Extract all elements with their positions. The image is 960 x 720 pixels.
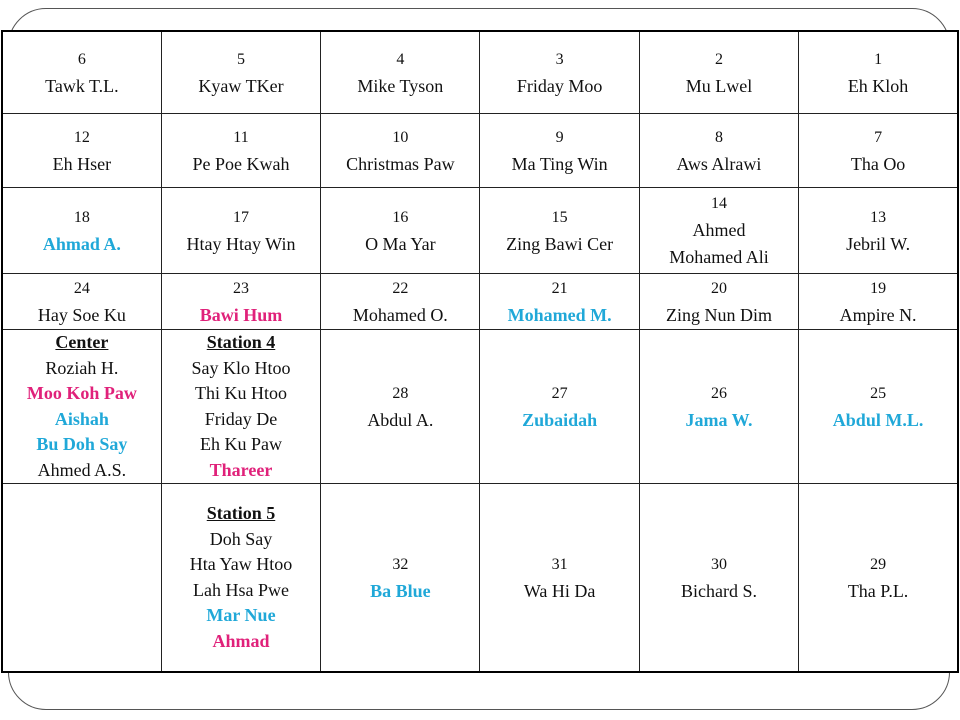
center-group-cell [2, 330, 161, 484]
seat-cell-24 [2, 274, 161, 330]
group-member: Mar Nue [206, 605, 276, 625]
student-name: Wa Hi Da [523, 580, 596, 601]
station-4-title: Station 4 [206, 332, 276, 352]
student-name: Zing Bawi Cer [506, 233, 614, 254]
group-member: Bu Doh Say [36, 434, 128, 454]
student-name: Pe Poe Kwah [192, 153, 290, 174]
seat-number: 20 [710, 279, 727, 297]
seat-cell-15 [480, 188, 639, 274]
seat-cell-3 [480, 31, 639, 114]
seat-cell-21 [480, 274, 639, 330]
seat-cell-14 [639, 188, 798, 274]
student-name: Aws Alrawi [676, 153, 762, 174]
group-member: Thi Ku Htoo [194, 383, 287, 403]
student-name: Mohamed M. [507, 304, 612, 325]
seat-cell-26 [639, 330, 798, 484]
group-member: Doh Say [209, 528, 273, 549]
table-row [2, 330, 958, 484]
seat-number: 29 [870, 555, 887, 573]
table-row [2, 31, 958, 114]
seat-cell-16 [321, 188, 480, 274]
group-member: Eh Ku Paw [199, 434, 282, 454]
seat-number: 25 [870, 384, 887, 402]
student-name: Eh Kloh [847, 75, 909, 96]
seat-cell-20 [639, 274, 798, 330]
student-name: Kyaw TKer [198, 75, 284, 96]
seat-cell-11 [161, 114, 320, 188]
student-name: Abdul M.L. [832, 409, 924, 430]
seat-cell-19 [799, 274, 958, 330]
seat-number: 17 [232, 208, 249, 226]
group-member: Roziah H. [45, 357, 119, 378]
seat-number: 21 [551, 279, 568, 297]
seat-number: 18 [73, 208, 90, 226]
group-member: Ahmed A.S. [37, 459, 127, 480]
table-row [2, 484, 958, 673]
seat-number: 7 [874, 128, 883, 146]
seat-number: 30 [710, 555, 727, 573]
seat-cell-32 [321, 484, 480, 673]
seat-cell-6 [2, 31, 161, 114]
student-name: Jebril W. [846, 233, 911, 254]
seating-chart-table [1, 30, 959, 673]
seat-cell-30 [639, 484, 798, 673]
seat-cell-8 [639, 114, 798, 188]
seat-number: 28 [392, 384, 409, 402]
group-member: Aishah [54, 408, 109, 429]
student-name: O Ma Yar [365, 233, 436, 254]
seat-cell-29 [799, 484, 958, 673]
seat-cell-18 [2, 188, 161, 274]
seat-cell-7 [799, 114, 958, 188]
seat-number: 15 [551, 208, 568, 226]
station-4-cell [161, 330, 320, 484]
seat-cell-5 [161, 31, 320, 114]
seat-cell-31 [480, 484, 639, 673]
seat-number: 12 [73, 128, 90, 146]
station-5-cell [161, 484, 320, 673]
seat-number: 26 [710, 384, 727, 402]
group-member: Moo Koh Paw [26, 383, 137, 403]
seat-cell-22 [321, 274, 480, 330]
seat-number: 10 [392, 128, 409, 146]
seat-number: 27 [551, 384, 568, 402]
seat-cell-27 [480, 330, 639, 484]
seat-cell-17 [161, 188, 320, 274]
group-member: Friday De [204, 408, 278, 429]
group-member: Lah Hsa Pwe [193, 579, 289, 600]
empty-cell [2, 484, 161, 673]
table-row [2, 274, 958, 330]
student-name: Tha P.L. [847, 580, 909, 601]
seat-number: 24 [73, 279, 90, 297]
seat-number: 3 [555, 50, 564, 68]
student-name: Bawi Hum [199, 304, 283, 325]
student-name: Ampire N. [839, 304, 917, 325]
group-member: Ahmad [212, 630, 270, 651]
seat-number: 13 [870, 208, 887, 226]
student-name: Friday Moo [516, 75, 603, 96]
seat-cell-1 [799, 31, 958, 114]
student-name: Htay Htay Win [186, 233, 296, 254]
seat-number: 5 [236, 50, 245, 68]
seat-cell-10 [321, 114, 480, 188]
group-member: Hta Yaw Htoo [189, 554, 293, 574]
seat-cell-9 [480, 114, 639, 188]
student-name: Zubaidah [522, 409, 598, 430]
seat-cell-13 [799, 188, 958, 274]
seat-cell-23 [161, 274, 320, 330]
student-name: Abdul A. [367, 409, 434, 430]
student-name: Tha Oo [850, 153, 906, 174]
student-name: Hay Soe Ku [37, 304, 126, 325]
seat-number: 11 [233, 128, 249, 146]
center-group-title: Center [55, 332, 109, 352]
student-name: Bichard S. [680, 580, 757, 601]
seat-number: 32 [392, 555, 409, 573]
seat-number: 14 [710, 195, 727, 212]
seat-number: 2 [714, 50, 723, 68]
seat-cell-12 [2, 114, 161, 188]
station-5-title: Station 5 [206, 503, 276, 523]
student-name: Mu Lwel [685, 75, 753, 96]
student-name: Eh Hser [52, 153, 112, 174]
seat-cell-4 [321, 31, 480, 114]
student-name: Jama W. [685, 409, 753, 430]
student-name: Ahmed [692, 220, 746, 240]
student-name: Zing Nun Dim [665, 304, 772, 325]
student-name: Ma Ting Win [511, 153, 608, 174]
seat-cell-25 [799, 330, 958, 484]
seat-number: 9 [555, 128, 564, 146]
seat-number: 16 [392, 208, 409, 226]
group-member: Thareer [209, 459, 273, 480]
seat-number: 4 [396, 50, 405, 68]
student-name: Christmas Paw [346, 153, 455, 174]
seat-cell-28 [321, 330, 480, 484]
seat-number: 6 [77, 50, 86, 68]
student-name: Ba Blue [370, 580, 431, 601]
table-row [2, 188, 958, 274]
seat-number: 23 [232, 279, 249, 297]
seat-number: 1 [874, 50, 883, 68]
student-name: Tawk T.L. [45, 75, 119, 96]
group-member: Say Klo Htoo [191, 357, 291, 378]
seat-number: 31 [551, 555, 568, 573]
student-name: Ahmad A. [42, 233, 121, 254]
student-name: Mike Tyson [357, 75, 444, 96]
seat-number: 19 [870, 279, 887, 297]
seat-number: 8 [714, 128, 723, 146]
table-row [2, 114, 958, 188]
student-name-line2: Mohamed Ali [669, 247, 769, 267]
student-name: Mohamed O. [352, 304, 448, 325]
seat-number: 22 [392, 279, 409, 297]
seat-cell-2 [639, 31, 798, 114]
